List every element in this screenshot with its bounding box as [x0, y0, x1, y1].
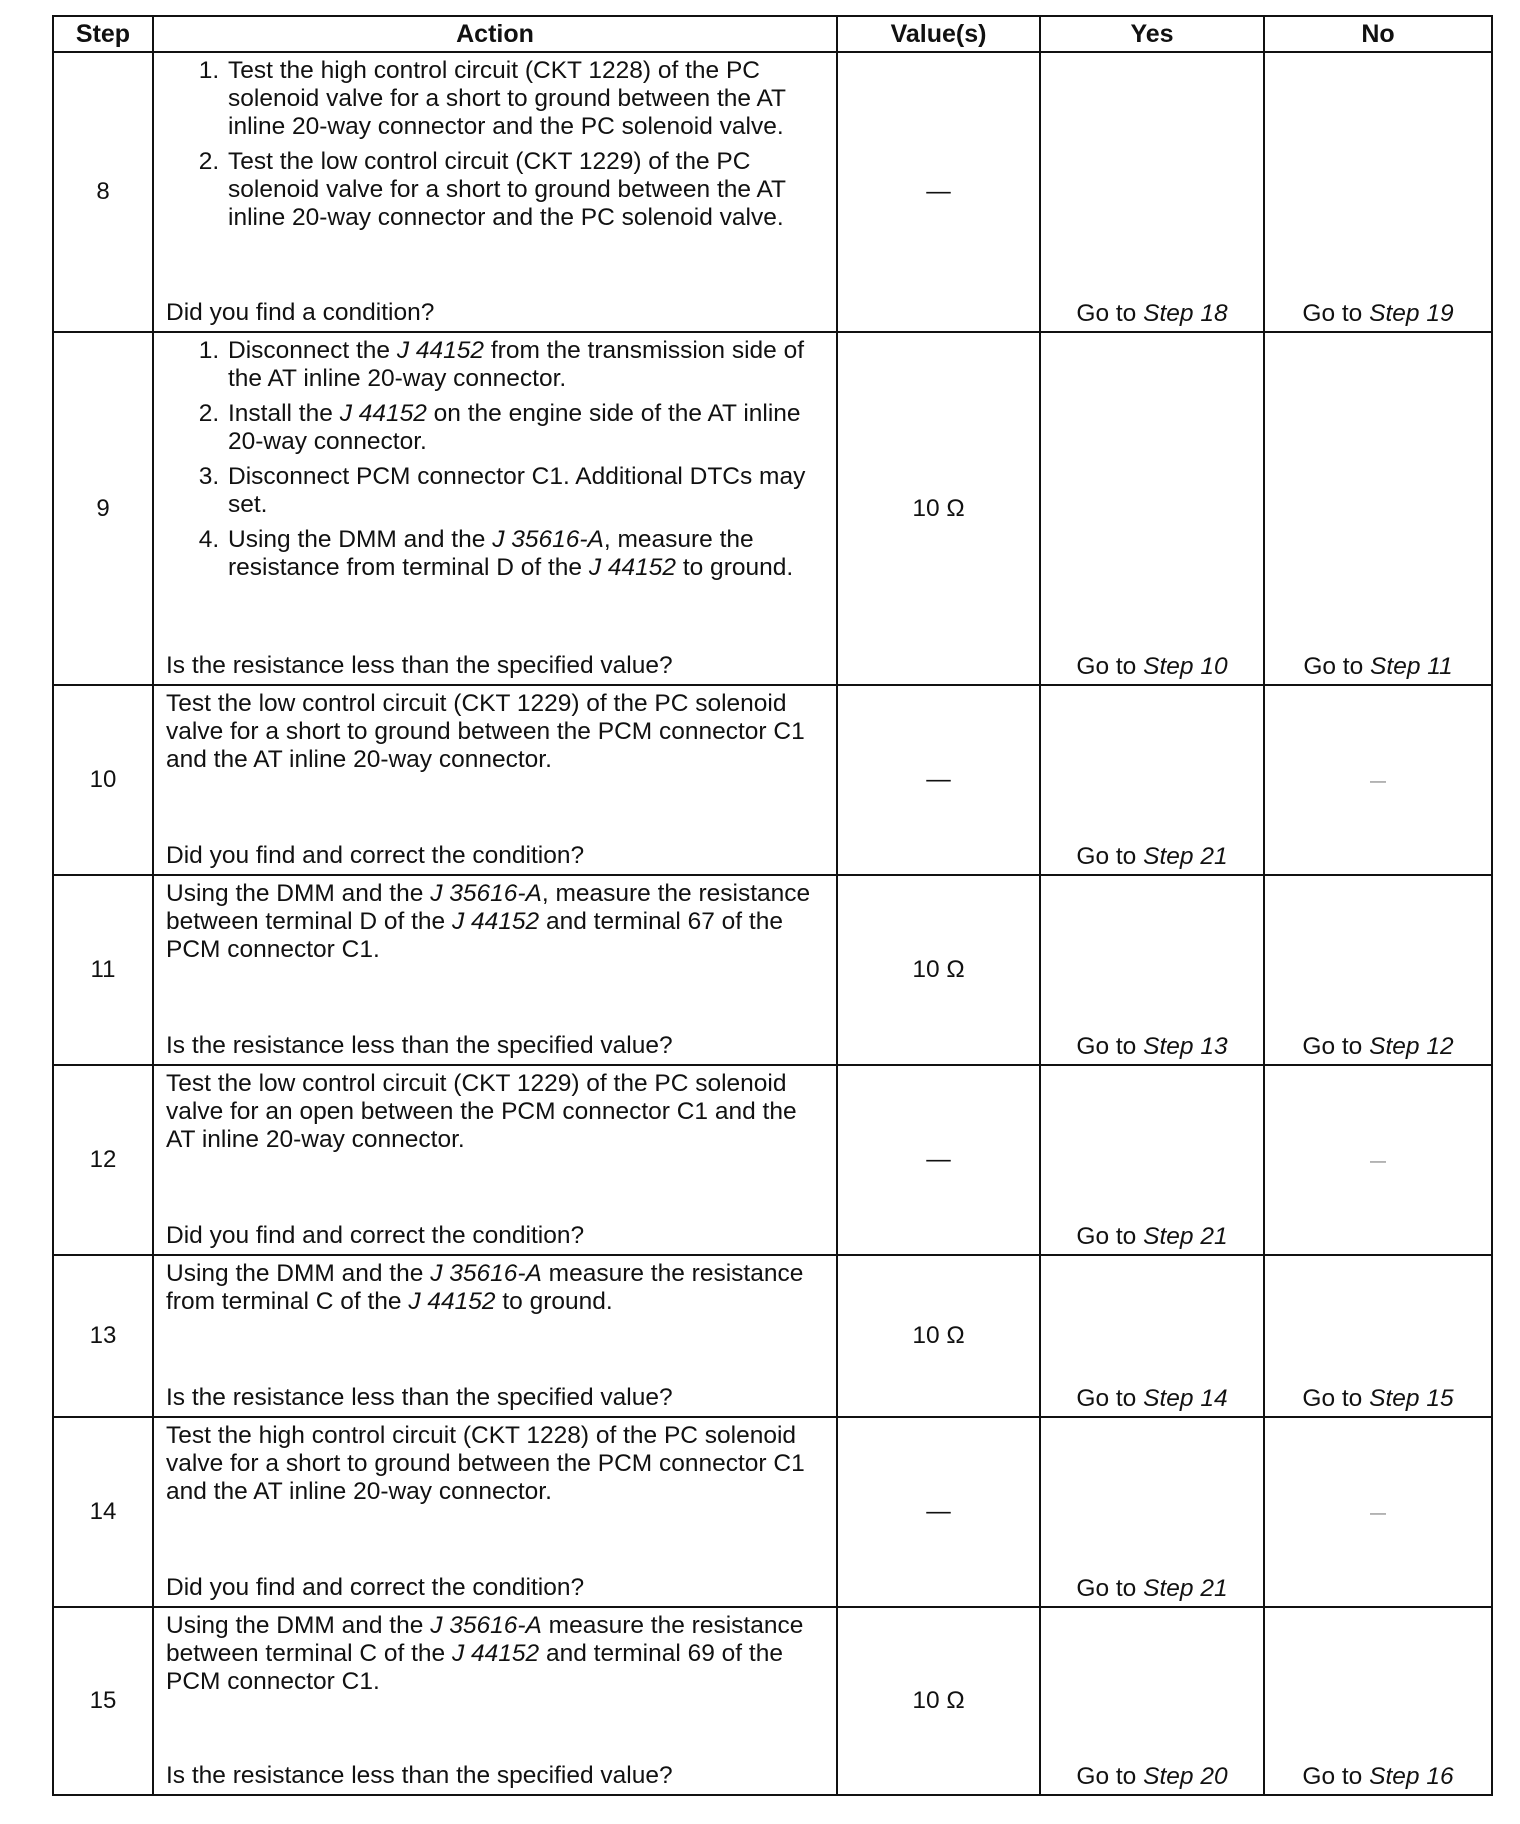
no-step-ref: Step 12: [1369, 1033, 1454, 1060]
action-content: [166, 1422, 824, 1602]
table-row: [53, 52, 1492, 332]
step-number: 12: [53, 1065, 153, 1255]
header-no: No: [1264, 16, 1492, 52]
action-content: [166, 1612, 824, 1790]
table-body: [53, 52, 1492, 1795]
table-row: [53, 875, 1492, 1065]
no-dash: —: [1370, 1505, 1386, 1522]
action-instructions: [166, 1070, 824, 1154]
action-cell: [153, 685, 837, 875]
table-row: [53, 332, 1492, 685]
action-text: Test the low control circuit (CKT 1229) of the PC solenoid valve for a short to ground between the PCM connector C1 and the AT inline 20-way connector.: [166, 690, 805, 773]
yes-prefix: Go to: [1076, 1223, 1144, 1250]
action-cell: [153, 1607, 837, 1795]
value-cell: 10 Ω: [837, 875, 1040, 1065]
action-instructions: [166, 880, 824, 964]
no-cell: [1264, 332, 1492, 685]
no-dash: —: [1370, 1153, 1386, 1170]
header-step: Step: [53, 16, 153, 52]
action-step-item: 4. Using the DMM and the J 35616-A, measure the resistance from terminal D of the J 44152 to ground.: [226, 526, 824, 582]
no-cell: [1264, 875, 1492, 1065]
action-question: Is the resistance less than the specified value?: [166, 652, 673, 679]
action-instructions: [166, 1422, 824, 1506]
no-cell: [1264, 1417, 1492, 1607]
yes-step-ref: Step 18: [1143, 300, 1228, 327]
value-cell: —: [837, 1417, 1040, 1607]
action-content: [166, 690, 824, 870]
yes-cell: [1040, 332, 1264, 685]
yes-prefix: Go to: [1076, 1033, 1144, 1060]
no-cell: [1264, 1255, 1492, 1417]
table-row: [53, 1255, 1492, 1417]
header-action: Action: [153, 16, 837, 52]
diagnostic-table: [52, 15, 1493, 1796]
value-cell: 10 Ω: [837, 332, 1040, 685]
value-cell: —: [837, 52, 1040, 332]
action-instructions: [166, 337, 824, 589]
action-question: Did you find and correct the condition?: [166, 842, 585, 869]
action-cell: [153, 875, 837, 1065]
header-yes: Yes: [1040, 16, 1264, 52]
no-prefix: Go to: [1302, 1033, 1370, 1060]
yes-cell: [1040, 1255, 1264, 1417]
step-number: 9: [53, 332, 153, 685]
yes-cell: [1040, 685, 1264, 875]
no-step-ref: Step 16: [1369, 1763, 1454, 1790]
value-cell: 10 Ω: [837, 1607, 1040, 1795]
yes-step-ref: Step 13: [1143, 1033, 1228, 1060]
action-cell: [153, 1417, 837, 1607]
yes-prefix: Go to: [1076, 1763, 1144, 1790]
yes-prefix: Go to: [1076, 843, 1144, 870]
yes-step-ref: Step 10: [1143, 653, 1228, 680]
action-instructions: [166, 690, 824, 774]
no-step-ref: Step 11: [1370, 653, 1453, 680]
action-steps-list: [166, 57, 824, 232]
no-prefix: Go to: [1302, 1385, 1370, 1412]
table-row: [53, 1065, 1492, 1255]
step-number: 8: [53, 52, 153, 332]
action-text: Using the DMM and the J 35616-A measure the resistance between terminal C of the J 44152 and terminal 69 of the PCM connector C1.: [166, 1612, 804, 1695]
action-cell: [153, 52, 837, 332]
action-text: Test the low control circuit (CKT 1229) of the PC solenoid valve for an open between the PCM connector C1 and the AT inline 20-way connector.: [166, 1070, 797, 1153]
no-cell: [1264, 1607, 1492, 1795]
action-step-item: 2. Install the J 44152 on the engine side of the AT inline 20-way connector.: [226, 400, 824, 456]
action-question: Did you find and correct the condition?: [166, 1222, 585, 1249]
table-row: [53, 1607, 1492, 1795]
header-values: Value(s): [837, 16, 1040, 52]
no-prefix: Go to: [1302, 300, 1370, 327]
action-step-item: 2. Test the low control circuit (CKT 1229) of the PC solenoid valve for a short to ground between the AT inline 20-way connector and the PC solenoid valve.: [226, 148, 824, 232]
action-instructions: [166, 57, 824, 239]
yes-cell: [1040, 52, 1264, 332]
value-cell: 10 Ω: [837, 1255, 1040, 1417]
yes-cell: [1040, 1065, 1264, 1255]
action-question: Is the resistance less than the specified value?: [166, 1032, 673, 1059]
action-step-item: 1. Test the high control circuit (CKT 1228) of the PC solenoid valve for a short to ground between the AT inline 20-way connector and the PC solenoid valve.: [226, 57, 824, 141]
action-cell: [153, 1255, 837, 1417]
value-cell: —: [837, 685, 1040, 875]
action-content: [166, 1260, 824, 1412]
yes-prefix: Go to: [1076, 1575, 1144, 1602]
yes-step-ref: Step 21: [1143, 843, 1228, 870]
yes-step-ref: Step 20: [1143, 1763, 1228, 1790]
no-prefix: Go to: [1303, 653, 1371, 680]
action-text: Using the DMM and the J 35616-A, measure the resistance between terminal D of the J 44152 and terminal 67 of the PCM connector C1.: [166, 880, 811, 963]
yes-step-ref: Step 14: [1143, 1385, 1228, 1412]
action-cell: [153, 332, 837, 685]
action-content: [166, 337, 824, 680]
table-row: [53, 685, 1492, 875]
action-content: [166, 57, 824, 327]
header-row: [53, 16, 1492, 52]
action-text: Test the high control circuit (CKT 1228) of the PC solenoid valve for a short to ground between the PCM connector C1 and the AT inline 20-way connector.: [166, 1422, 805, 1505]
yes-cell: [1040, 1417, 1264, 1607]
action-content: [166, 1070, 824, 1250]
yes-prefix: Go to: [1076, 653, 1144, 680]
step-number: 10: [53, 685, 153, 875]
yes-step-ref: Step 21: [1143, 1223, 1228, 1250]
action-step-item: 1. Disconnect the J 44152 from the transmission side of the AT inline 20-way connector.: [226, 337, 824, 393]
action-instructions: [166, 1612, 824, 1696]
no-cell: [1264, 1065, 1492, 1255]
action-question: Is the resistance less than the specified value?: [166, 1384, 673, 1411]
action-question: Did you find and correct the condition?: [166, 1574, 585, 1601]
no-step-ref: Step 19: [1369, 300, 1454, 327]
action-text: Using the DMM and the J 35616-A measure the resistance from terminal C of the J 44152 to ground.: [166, 1260, 804, 1315]
yes-prefix: Go to: [1076, 1385, 1144, 1412]
step-number: 14: [53, 1417, 153, 1607]
step-number: 15: [53, 1607, 153, 1795]
step-number: 13: [53, 1255, 153, 1417]
no-prefix: Go to: [1302, 1763, 1370, 1790]
step-number: 11: [53, 875, 153, 1065]
action-question: Did you find a condition?: [166, 299, 435, 326]
yes-step-ref: Step 21: [1143, 1575, 1228, 1602]
action-step-item: 3. Disconnect PCM connector C1. Additional DTCs may set.: [226, 463, 824, 519]
action-content: [166, 880, 824, 1060]
no-cell: [1264, 52, 1492, 332]
value-cell: —: [837, 1065, 1040, 1255]
action-question: Is the resistance less than the specified value?: [166, 1762, 673, 1789]
table-row: [53, 1417, 1492, 1607]
no-cell: [1264, 685, 1492, 875]
action-cell: [153, 1065, 837, 1255]
action-steps-list: [166, 337, 824, 582]
yes-cell: [1040, 1607, 1264, 1795]
yes-prefix: Go to: [1076, 300, 1144, 327]
action-instructions: [166, 1260, 824, 1316]
yes-cell: [1040, 875, 1264, 1065]
no-step-ref: Step 15: [1369, 1385, 1454, 1412]
no-dash: —: [1370, 773, 1386, 790]
